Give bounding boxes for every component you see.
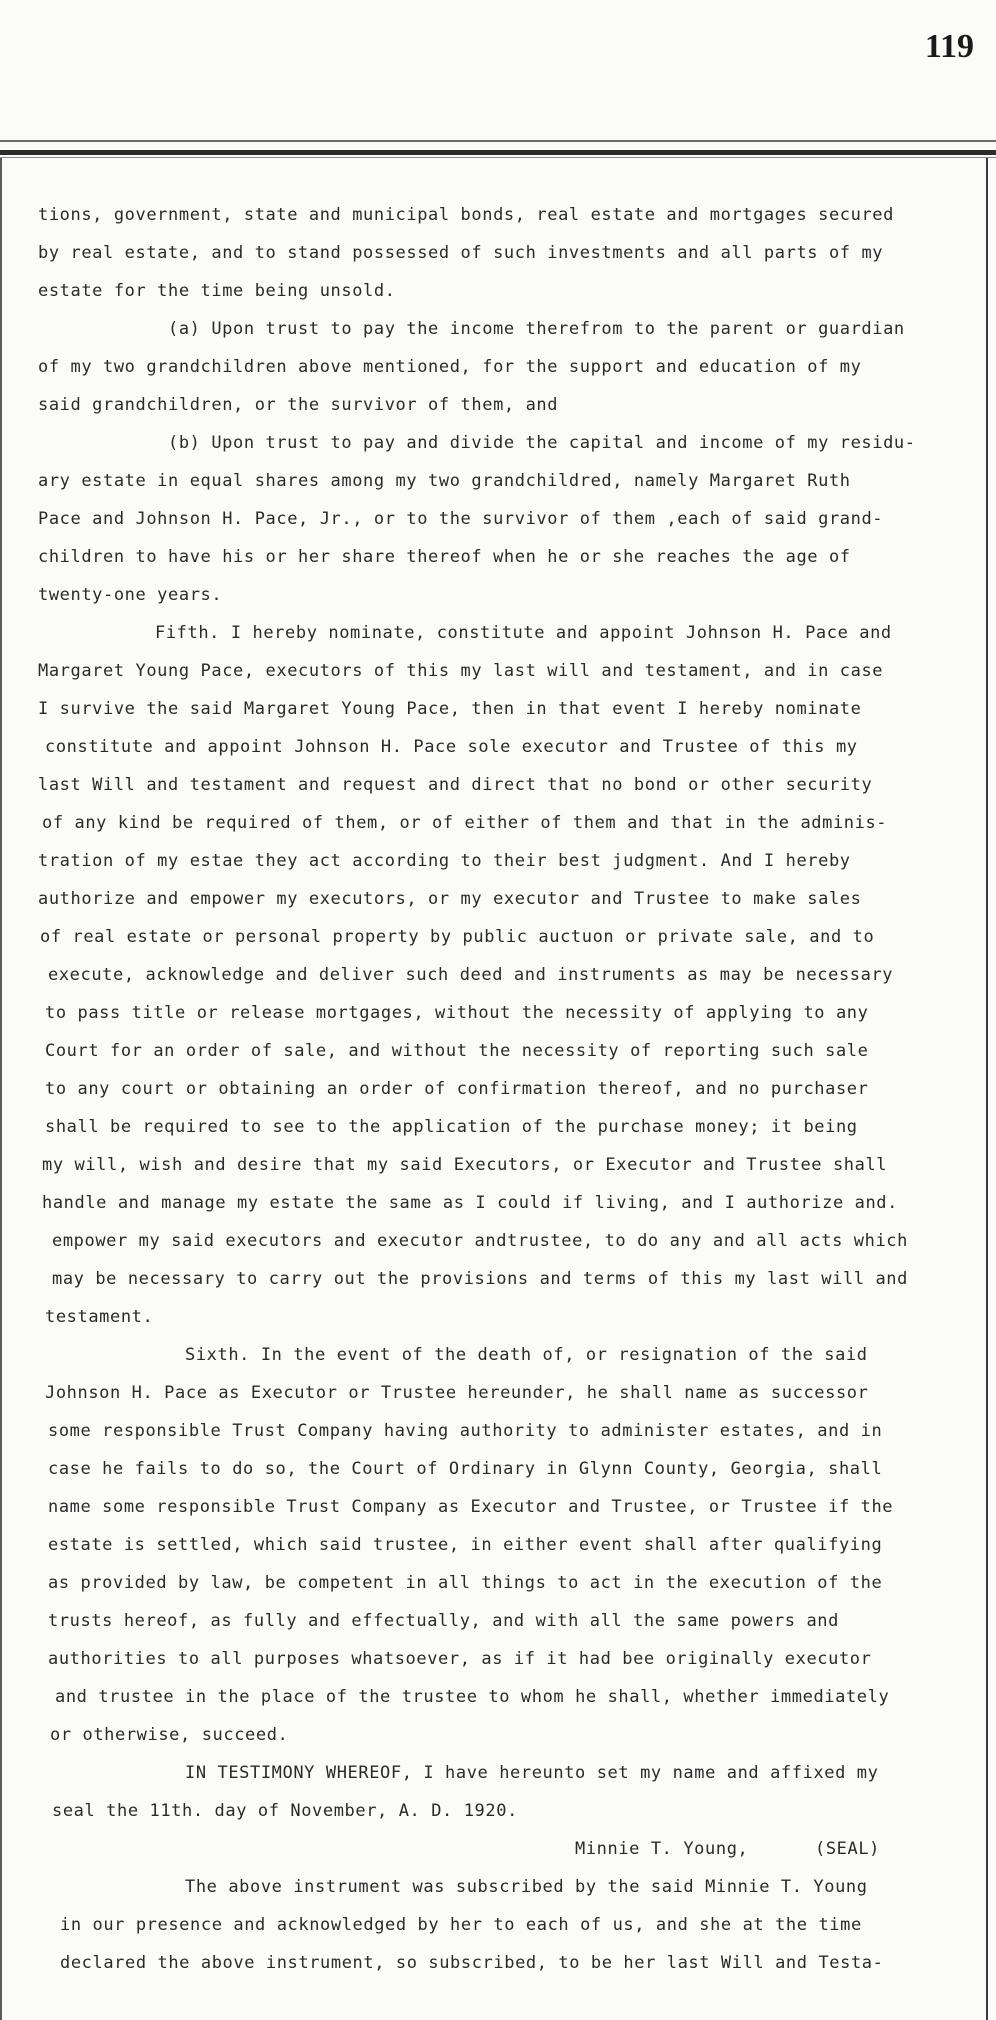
text-line: I survive the said Margaret Young Pace, then in that event I hereby nominate xyxy=(38,699,862,719)
text-line: estate is settled, which said trustee, in either event shall after qualifying xyxy=(48,1535,883,1555)
text-line: of any kind be required of them, or of either of them and that in the adminis- xyxy=(42,813,888,833)
text-line: seal the 11th. day of November, A. D. 1920. xyxy=(52,1801,518,1821)
text-line: constitute and appoint Johnson H. Pace sole executor and Trustee of this my xyxy=(45,737,858,757)
text-line: and trustee in the place of the trustee to whom he shall, whether immediately xyxy=(55,1687,890,1707)
header-rule-thick xyxy=(0,150,996,155)
text-line: by real estate, and to stand possessed of such investments and all parts of my xyxy=(38,243,884,263)
text-line: may be necessary to carry out the provisions and terms of this my last will and xyxy=(52,1269,908,1289)
text-line: Sixth. In the event of the death of, or resignation of the said xyxy=(185,1345,868,1365)
text-line: or otherwise, succeed. xyxy=(50,1725,289,1745)
text-line: Fifth. I hereby nominate, constitute and appoint Johnson H. Pace and xyxy=(155,623,892,643)
header-rule-top xyxy=(0,140,996,142)
text-line: Margaret Young Pace, executors of this my last will and testament, and in case xyxy=(38,661,884,681)
text-line: case he fails to do so, the Court of Ordinary in Glynn County, Georgia, shall xyxy=(48,1459,883,1479)
text-line: Pace and Johnson H. Pace, Jr., or to the survivor of them ,each of said grand- xyxy=(38,509,884,529)
right-margin-line xyxy=(986,158,988,2020)
text-line: in our presence and acknowledged by her to each of us, and she at the time xyxy=(60,1915,862,1935)
text-line: children to have his or her share thereof when he or she reaches the age of xyxy=(38,547,851,567)
header-rule-low xyxy=(0,157,996,158)
text-line: estate for the time being unsold. xyxy=(38,281,396,301)
text-line: of my two grandchildren above mentioned, for the support and education of my xyxy=(38,357,862,377)
left-margin-line xyxy=(0,158,2,2020)
page-number: 119 xyxy=(924,28,974,65)
text-line: of real estate or personal property by public auctuon or private sale, and to xyxy=(40,927,875,947)
text-line: execute, acknowledge and deliver such deed and instruments as may be necessary xyxy=(48,965,894,985)
text-line: as provided by law, be competent in all things to act in the execution of the xyxy=(48,1573,883,1593)
text-line: (b) Upon trust to pay and divide the capital and income of my residu- xyxy=(168,433,916,453)
text-line: tions, government, state and municipal bonds, real estate and mortgages secured xyxy=(38,205,894,225)
text-line: shall be required to see to the application of the purchase money; it being xyxy=(45,1117,858,1137)
text-line: Court for an order of sale, and without the necessity of reporting such sale xyxy=(45,1041,869,1061)
text-line: said grandchildren, or the survivor of them, and xyxy=(38,395,559,415)
text-line: (a) Upon trust to pay the income therefrom to the parent or guardian xyxy=(168,319,905,339)
text-line: to pass title or release mortgages, without the necessity of applying to any xyxy=(45,1003,869,1023)
text-line: twenty-one years. xyxy=(38,585,223,605)
text-line: authorize and empower my executors, or my executor and Trustee to make sales xyxy=(38,889,862,909)
text-line: to any court or obtaining an order of confirmation thereof, and no purchaser xyxy=(45,1079,869,1099)
text-line: ary estate in equal shares among my two grandchildred, namely Margaret Ruth xyxy=(38,471,851,491)
text-line: empower my said executors and executor andtrustee, to do any and all acts which xyxy=(52,1231,908,1251)
text-line: authorities to all purposes whatsoever, as if it had bee originally executor xyxy=(48,1649,872,1669)
text-line: name some responsible Trust Company as Executor and Trustee, or Trustee if the xyxy=(48,1497,894,1517)
text-line: my will, wish and desire that my said Executors, or Executor and Trustee shall xyxy=(42,1155,888,1175)
text-line: IN TESTIMONY WHEREOF, I have hereunto set my name and affixed my xyxy=(185,1763,879,1783)
text-line: declared the above instrument, so subscribed, to be her last Will and Testa- xyxy=(60,1953,884,1973)
text-line: some responsible Trust Company having authority to administer estates, and in xyxy=(48,1421,883,1441)
text-line: testament. xyxy=(45,1307,154,1327)
text-line: tration of my estae they act according to their best judgment. And I hereby xyxy=(38,851,851,871)
text-line: Johnson H. Pace as Executor or Trustee hereunder, he shall name as successor xyxy=(45,1383,869,1403)
text-line: The above instrument was subscribed by the said Minnie T. Young xyxy=(185,1877,868,1897)
text-line: last Will and testament and request and direct that no bond or other security xyxy=(38,775,873,795)
text-line: (SEAL) xyxy=(815,1839,881,1859)
text-line: Minnie T. Young, xyxy=(575,1839,749,1859)
text-line: trusts hereof, as fully and effectually, and with all the same powers and xyxy=(48,1611,839,1631)
text-line: handle and manage my estate the same as I could if living, and I authorize and. xyxy=(42,1193,898,1213)
